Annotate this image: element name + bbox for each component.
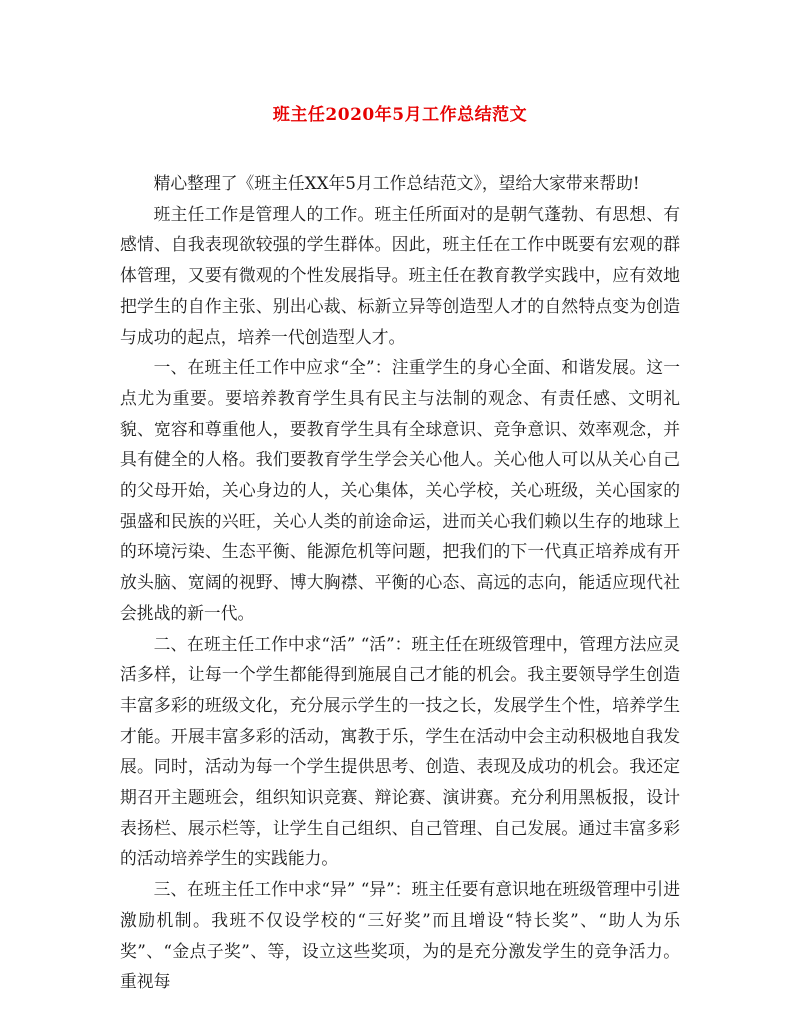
- paragraph-section-one: 一、在班主任工作中应求“全”：注重学生的身心全面、和谐发展。这一点尤为重要。要培养教育学生具有民主与法制的观念、有责任感、文明礼貌、宽容和尊重他人，要教育学生具有全球意识、竞争意识、效率观念，并具有健全的人格。我们要教育学生学会关心他人。关心他人可以从关心自己的父母开始，关心身边的人，关心集体，关心学校，关心班级，关心国家的强盛和民族的兴旺，关心人类的前途命运，进而关心我们赖以生存的地球上的环境污染、生态平衡、能源危机等问题，把我们的下一代真正培养成有开放头脑、宽阔的视野、博大胸襟、平衡的心态、高远的志向，能适应现代社会挑战的新一代。: [120, 357, 680, 623]
- document-title: 班主任2020年5月工作总结范文: [272, 105, 528, 125]
- paragraph-section-two: 二、在班主任工作中求“活” “活”：班主任在班级管理中，管理方法应灵活多样，让每一个学生都能得到施展自己才能的机会。我主要领导学生创造丰富多彩的班级文化，充分展示学生的一技之长，发展学生个性，培养学生才能。开展丰富多彩的活动，寓教于乐，学生在活动中会主动积极地自我发展。同时，活动为每一个学生提供思考、创造、表现及成功的机会。我还定期召开主题班会，组织知识竞赛、辩论赛、演讲赛。充分利用黑板报，设计表扬栏、展示栏等，让学生自己组织、自己管理、自己发展。通过丰富多彩的活动培养学生的实践能力。: [120, 633, 680, 869]
- paragraph-intro: 精心整理了《班主任XX年5月工作总结范文》，望给大家带来帮助!: [153, 173, 640, 193]
- document-body: [120, 168, 680, 997]
- paragraph-overview: 班主任工作是管理人的工作。班主任所面对的是朝气蓬勃、有思想、有感情、自我表现欲较强的学生群体。因此，班主任在工作中既要有宏观的群体管理，又要有微观的个性发展指导。班主任在教育教学实践中，应有效地把学生的自作主张、别出心裁、标新立异等创造型人才的自然特点变为创造与成功的起点，培养一代创造型人才。: [120, 203, 680, 347]
- paragraph-section-three: 三、在班主任工作中求“异” “异”：班主任要有意识地在班级管理中引进激励机制。我班不仅设学校的“三好奖”而且增设“特长奖”、“助人为乐奖”、“金点子奖”、等，设立这些奖项，为的是充分激发学生的竞争活力。重视每: [120, 879, 680, 992]
